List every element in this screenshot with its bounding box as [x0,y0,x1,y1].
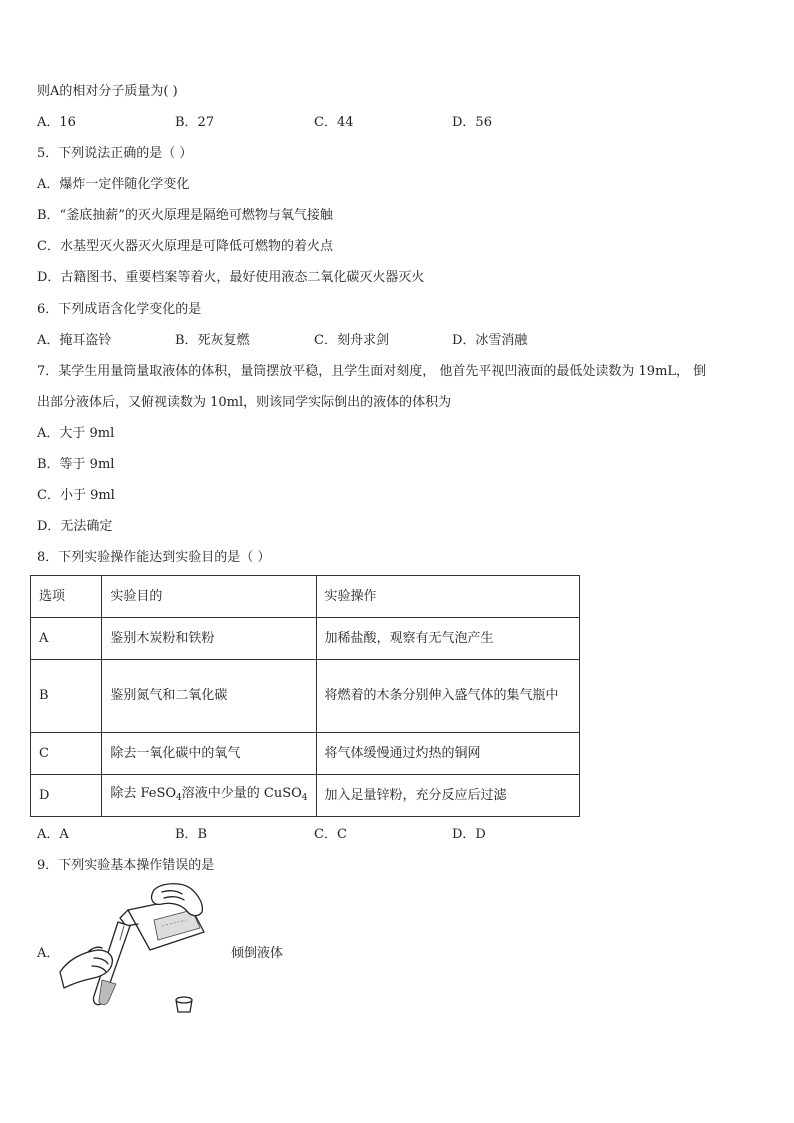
formula-text: 除去 FeSO [110,785,177,801]
table-cell-purpose: 除去一氧化碳中的氧气 [102,733,316,775]
table-header-purpose: 实验目的 [102,576,316,618]
q6-option-c: C．刻舟求剑 [314,333,389,348]
table-cell-operation: 加稀盐酸，观察有无气泡产生 [316,618,579,660]
q4-option-d: D．56 [452,115,492,130]
q9-option-a-label: A． [37,946,60,961]
q7-stem-line2: 出部分液体后，又俯视读数为 10ml，则该同学实际倒出的液体的体积为 [37,395,452,410]
q8-options [37,826,597,844]
q8-experiment-table [30,575,580,817]
q4-option-a: A．16 [37,115,76,130]
q7-stem-line1: 7．某学生用量筒量取液体的体积，量筒摆放平稳，且学生面对刻度， 他首先平视凹液面的最低处读数为 19mL， 倒 [37,364,707,379]
q5-option-c: C．水基型灭火器灭火原理是可降低可燃物的着火点 [37,239,333,254]
q8-option-b: B．B [175,827,208,842]
q4-stem: 则A的相对分子质量为( ) [37,84,178,99]
q7-option-c: C．小于 9ml [37,488,115,503]
table-cell-option: B [31,660,102,733]
table-row [31,775,580,817]
q6-option-b: B．死灰复燃 [175,333,250,348]
table-cell-operation: 将燃着的木条分别伸入盛气体的集气瓶中 [316,660,579,733]
table-cell-purpose: 鉴别木炭粉和铁粉 [102,618,316,660]
q6-options [37,332,597,350]
table-cell-operation: 加入足量锌粉，充分反应后过滤 [316,775,579,817]
table-cell-purpose [102,775,316,817]
table-header-option: 选项 [31,576,102,618]
q4-option-b: B．27 [175,115,215,130]
q5-option-a: A．爆炸一定伴随化学变化 [37,177,190,192]
q7-option-a: A．大于 9ml [37,426,115,441]
q9-stem: 9．下列实验基本操作错误的是 [37,858,215,873]
formula-subscript: 4 [301,792,308,803]
q6-option-a: A．掩耳盗铃 [37,333,112,348]
table-header-row [31,576,580,618]
formula-text: 溶液中少量的 CuSO [181,785,302,801]
table-cell-option: A [31,618,102,660]
q8-option-a: A．A [37,827,69,842]
q7-option-d: D．无法确定 [37,519,113,534]
table-row [31,660,580,733]
q4-option-c: C．44 [314,115,354,130]
q6-stem: 6．下列成语含化学变化的是 [37,302,202,317]
table-header-operation: 实验操作 [316,576,579,618]
formula-subscript: 4 [176,792,182,803]
q8-option-c: C．C [314,827,347,842]
table-row [31,618,580,660]
q6-option-d: D．冰雪消融 [452,333,528,348]
table-cell-option: D [31,775,102,817]
table-cell-option: C [31,733,102,775]
q5-stem: 5．下列说法正确的是（ ） [37,146,193,161]
q8-option-d: D．D [452,827,486,842]
q9-option-a-caption: 倾倒液体 [231,946,284,961]
q5-option-d: D．古籍图书、重要档案等着火，最好使用液态二氧化碳灭火器灭火 [37,270,425,285]
table-row [31,733,580,775]
q4-options [37,114,597,132]
q5-option-b: B．“釜底抽薪”的灭火原理是隔绝可燃物与氧气接触 [37,208,333,223]
q7-option-b: B．等于 9ml [37,457,115,472]
q8-stem: 8．下列实验操作能达到实验目的是（ ） [37,550,271,565]
pouring-liquid-illustration [58,880,208,1020]
table-cell-purpose: 鉴别氮气和二氧化碳 [102,660,316,733]
table-cell-operation: 将气体缓慢通过灼热的铜网 [316,733,579,775]
